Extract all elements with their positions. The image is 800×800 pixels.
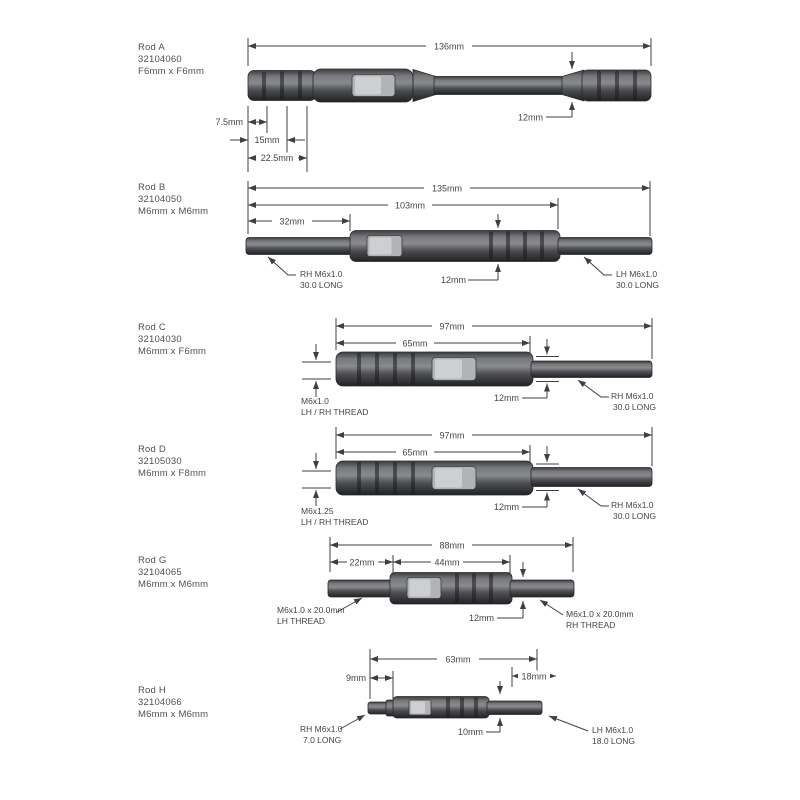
rod-d-end-sizes: M6mm x F8mm [138,468,207,479]
rod-c-end-sizes: M6mm x F6mm [138,346,207,357]
rod-c-drawing [336,352,652,386]
rod-c-left-thread-label [301,396,368,417]
rod-h-overall-dimension [346,649,556,699]
rod-b-overall-dimension [248,181,650,236]
rod-g-drawing [328,573,574,605]
rod-d-left-thread-label [301,506,368,527]
rod-h-right-thread-label [549,716,635,746]
rod-b-right-thread-label [584,257,659,290]
rod-d-label-block [138,444,206,479]
rod-d-drawing [336,461,652,495]
rod-d-right-thread-label [578,489,656,521]
rod-b-left-thread-line1: RH M6x1.0 [300,269,343,279]
rod-d-overall-length-label: 97mm [439,430,465,441]
rod-g-right-thread-label [540,600,634,630]
rod-c-12mm-label: 12mm [493,393,519,403]
rod-d-right-thread-line2: 30.0 LONG [613,511,656,521]
rod-d-right-thread-line1: RH M6x1.0 [611,500,654,510]
rod-g-left-thread-line1: M6x1.0 x 20.0mm [277,605,345,615]
rod-h-part-number: 32104066 [138,697,182,708]
rod-h-18mm-label: 18mm [521,671,547,682]
rod-a-part-number: 32104060 [138,54,182,65]
rod-c-section [138,318,656,417]
rod-h-section [138,649,635,746]
rod-c-part-number: 32104030 [138,334,182,345]
rod-a-overall-dimension [248,38,651,66]
rod-c-overall-length-label: 97mm [439,321,465,332]
rod-a-label-block [138,42,204,77]
rod-c-name: Rod C [138,322,166,333]
rod-a-12mm-label: 12mm [517,112,543,123]
rod-h-right-thread-line2: 18.0 LONG [592,736,635,746]
rod-d-part-number: 32105030 [138,456,182,467]
rod-g-label-block [138,555,208,590]
rod-g-section [138,537,634,630]
rod-h-name: Rod H [138,685,166,696]
rod-g-22mm-label: 22mm [349,557,375,568]
rod-h-9mm-label: 9mm [346,673,366,683]
rod-b-name: Rod B [138,182,166,193]
rod-b-section [138,181,659,290]
rod-c-left-thread-line1: M6x1.0 [301,396,329,406]
rod-b-right-thread-line1: LH M6x1.0 [616,269,658,279]
rod-c-right-thread-label [578,380,656,412]
rod-a-end-sizes: F6mm x F6mm [138,66,205,77]
rod-h-10mm-label: 10mm [457,727,483,737]
rod-c-diameter-indicator [302,344,331,397]
rod-h-label-block [138,685,208,720]
rod-g-left-thread-label [277,598,362,626]
rod-a-7-5mm-label: 7.5mm [215,117,243,127]
rod-h-right-thread-line1: LH M6x1.0 [592,725,634,735]
rod-h-left-thread-line2: 7.0 LONG [303,735,342,745]
rod-b-103mm-label: 103mm [394,200,426,211]
rod-g-12mm-label: 12mm [468,613,494,623]
rod-c-65mm-label: 65mm [402,338,428,349]
rod-b-drawing [246,231,652,262]
rod-h-end-sizes: M6mm x M6mm [138,709,209,720]
rod-b-overall-length-label: 135mm [431,183,463,194]
rod-a-overall-length-label: 136mm [433,41,465,52]
rod-d-left-thread-line1: M6x1.25 [301,506,334,516]
rod-b-part-number: 32104050 [138,194,182,205]
rod-b-end-sizes: M6mm x M6mm [138,206,209,217]
rod-h-left-thread-line1: RH M6x1.0 [300,724,343,734]
rod-g-end-sizes: M6mm x M6mm [138,579,209,590]
rod-a-15mm-label: 15mm [254,135,280,145]
rod-h-drawing [368,697,542,719]
rod-g-part-number: 32104065 [138,567,182,578]
rod-d-overall-dimension [336,427,652,466]
rod-b-label-block [138,182,208,217]
rod-h-left-thread-label [300,715,365,745]
rod-b-left-thread-line2: 30.0 LONG [300,280,343,290]
rod-d-diameter-indicator [302,453,331,506]
rod-a-detail-dimensions [215,106,307,172]
rod-c-left-thread-line2: LH / RH THREAD [301,407,369,417]
rod-a-22-5mm-label: 22.5mm [260,153,294,163]
rod-b-32mm-label: 32mm [279,216,305,227]
rod-g-right-thread-line1: M6x1.0 x 20.0mm [566,609,634,619]
rod-d-65mm-label: 65mm [402,447,428,458]
rod-c-right-thread-line1: RH M6x1.0 [611,391,654,401]
rod-b-left-thread-label [268,257,343,290]
rod-d-name: Rod D [138,444,166,455]
rod-a-section [138,38,651,172]
rod-c-label-block [138,322,206,357]
rod-g-left-thread-line2: LH THREAD [277,616,326,626]
rod-a-drawing [248,69,651,102]
rod-d-section [138,427,656,527]
rod-a-name: Rod A [138,42,165,53]
rod-g-44mm-label: 44mm [434,557,460,568]
rod-h-overall-length-label: 63mm [445,654,471,665]
rod-g-overall-length-label: 88mm [439,540,465,551]
rod-d-left-thread-line2: LH / RH THREAD [301,517,369,527]
rod-b-12mm-label: 12mm [440,275,466,285]
rod-g-right-thread-line2: RH THREAD [566,620,616,630]
rod-g-name: Rod G [138,555,167,566]
rod-b-right-thread-line2: 30.0 LONG [616,280,659,290]
rod-c-right-thread-line2: 30.0 LONG [613,402,656,412]
rod-d-12mm-label: 12mm [493,502,519,512]
